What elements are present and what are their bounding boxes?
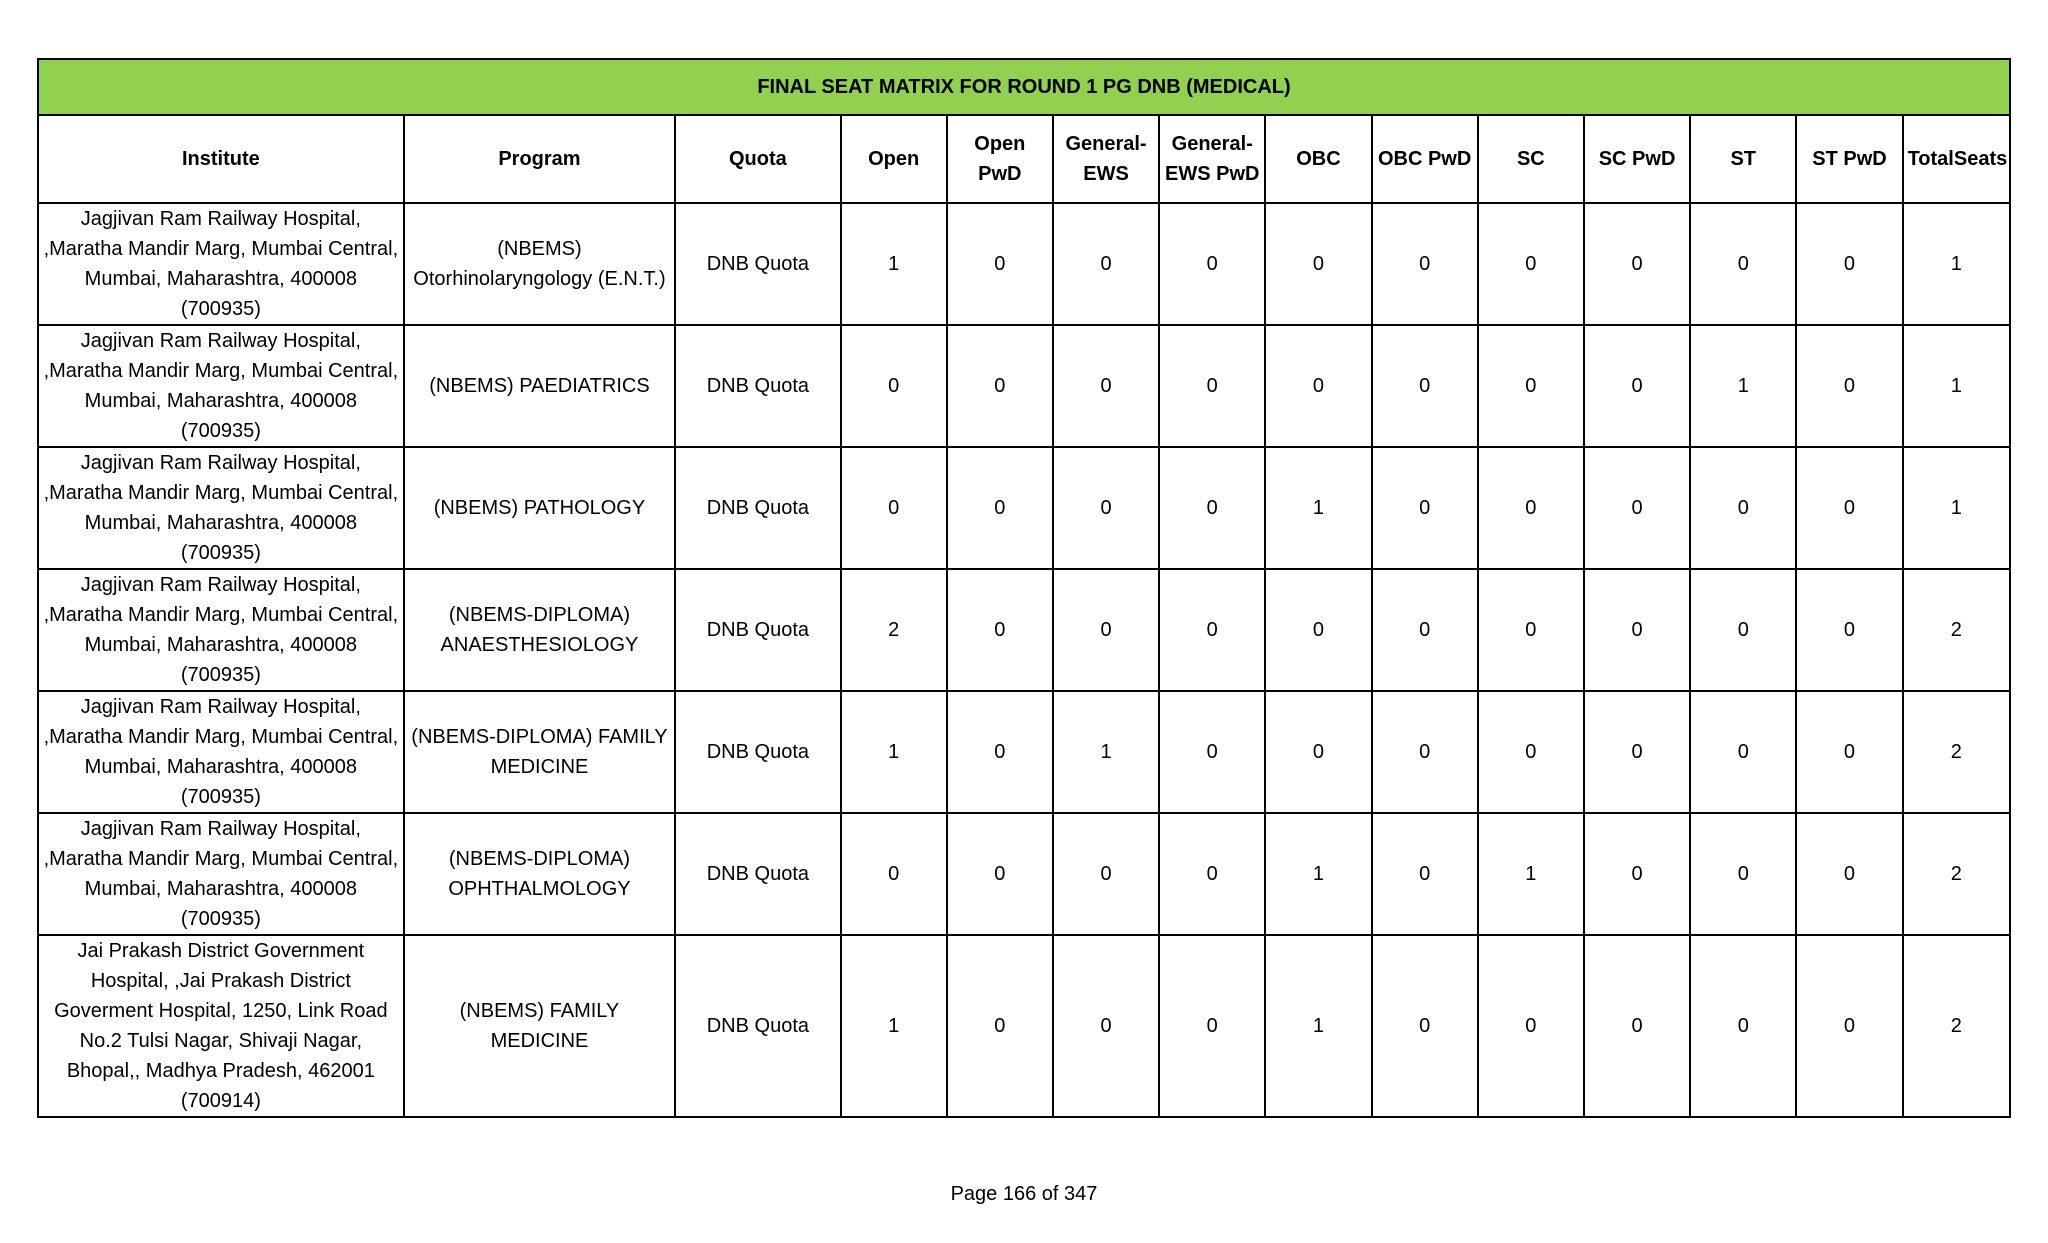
header-open: Open xyxy=(841,115,947,203)
cell-institute: Jagjivan Ram Railway Hospital, ,Maratha Mandir Marg, Mumbai Central, Mumbai, Maharashtra, 400008 (700935) xyxy=(38,325,404,447)
cell-general-ews: 0 xyxy=(1053,813,1159,935)
table-row xyxy=(38,203,2010,325)
header-row xyxy=(38,115,2010,203)
cell-st: 0 xyxy=(1690,935,1796,1117)
cell-quota: DNB Quota xyxy=(675,813,840,935)
cell-general-ews-pwd: 0 xyxy=(1159,691,1265,813)
cell-total-seats: 1 xyxy=(1903,203,2010,325)
cell-st-pwd: 0 xyxy=(1796,569,1902,691)
cell-obc: 0 xyxy=(1265,203,1371,325)
header-st-pwd: ST PwD xyxy=(1796,115,1902,203)
cell-sc-pwd: 0 xyxy=(1584,569,1690,691)
cell-quota: DNB Quota xyxy=(675,691,840,813)
cell-st-pwd: 0 xyxy=(1796,935,1902,1117)
cell-obc: 1 xyxy=(1265,447,1371,569)
cell-open-pwd: 0 xyxy=(947,813,1053,935)
cell-open: 1 xyxy=(841,691,947,813)
cell-quota: DNB Quota xyxy=(675,447,840,569)
cell-general-ews: 0 xyxy=(1053,447,1159,569)
header-total-seats: TotalSeats xyxy=(1903,115,2010,203)
cell-obc: 0 xyxy=(1265,691,1371,813)
cell-general-ews: 0 xyxy=(1053,325,1159,447)
cell-sc-pwd: 0 xyxy=(1584,935,1690,1117)
cell-total-seats: 2 xyxy=(1903,935,2010,1117)
cell-open: 2 xyxy=(841,569,947,691)
cell-st: 0 xyxy=(1690,813,1796,935)
header-obc-pwd: OBC PwD xyxy=(1372,115,1478,203)
header-general-ews: General-EWS xyxy=(1053,115,1159,203)
cell-institute: Jai Prakash District Government Hospital, ,Jai Prakash District Goverment Hospital, 1250, Link Road No.2 Tulsi Nagar, Shivaji Nagar, Bhopal,, Madhya Pradesh, 462001 (700914) xyxy=(38,935,404,1117)
cell-institute: Jagjivan Ram Railway Hospital, ,Maratha Mandir Marg, Mumbai Central, Mumbai, Maharashtra, 400008 (700935) xyxy=(38,203,404,325)
cell-institute: Jagjivan Ram Railway Hospital, ,Maratha Mandir Marg, Mumbai Central, Mumbai, Maharashtra, 400008 (700935) xyxy=(38,691,404,813)
cell-institute: Jagjivan Ram Railway Hospital, ,Maratha Mandir Marg, Mumbai Central, Mumbai, Maharashtra, 400008 (700935) xyxy=(38,569,404,691)
seat-matrix-sheet xyxy=(37,58,2011,1118)
cell-obc-pwd: 0 xyxy=(1372,325,1478,447)
cell-sc-pwd: 0 xyxy=(1584,691,1690,813)
cell-obc-pwd: 0 xyxy=(1372,447,1478,569)
cell-total-seats: 1 xyxy=(1903,447,2010,569)
cell-general-ews-pwd: 0 xyxy=(1159,813,1265,935)
page-number: Page 166 of 347 xyxy=(950,1183,1098,1205)
cell-open-pwd: 0 xyxy=(947,447,1053,569)
cell-total-seats: 2 xyxy=(1903,813,2010,935)
table-row xyxy=(38,691,2010,813)
cell-general-ews-pwd: 0 xyxy=(1159,325,1265,447)
cell-open-pwd: 0 xyxy=(947,203,1053,325)
cell-obc-pwd: 0 xyxy=(1372,691,1478,813)
cell-quota: DNB Quota xyxy=(675,935,840,1117)
header-institute: Institute xyxy=(38,115,404,203)
header-sc: SC xyxy=(1478,115,1584,203)
cell-open: 0 xyxy=(841,813,947,935)
cell-general-ews: 0 xyxy=(1053,203,1159,325)
cell-program: (NBEMS) PAEDIATRICS xyxy=(404,325,676,447)
cell-general-ews: 0 xyxy=(1053,569,1159,691)
cell-st-pwd: 0 xyxy=(1796,203,1902,325)
cell-st: 1 xyxy=(1690,325,1796,447)
cell-st-pwd: 0 xyxy=(1796,447,1902,569)
cell-sc: 0 xyxy=(1478,691,1584,813)
cell-sc: 1 xyxy=(1478,813,1584,935)
cell-sc: 0 xyxy=(1478,325,1584,447)
cell-general-ews: 0 xyxy=(1053,935,1159,1117)
cell-obc: 1 xyxy=(1265,813,1371,935)
header-sc-pwd: SC PwD xyxy=(1584,115,1690,203)
cell-open: 1 xyxy=(841,935,947,1117)
cell-st: 0 xyxy=(1690,203,1796,325)
cell-total-seats: 2 xyxy=(1903,569,2010,691)
cell-open-pwd: 0 xyxy=(947,935,1053,1117)
table-row xyxy=(38,935,2010,1117)
cell-quota: DNB Quota xyxy=(675,203,840,325)
cell-open: 0 xyxy=(841,325,947,447)
cell-obc-pwd: 0 xyxy=(1372,935,1478,1117)
cell-obc-pwd: 0 xyxy=(1372,569,1478,691)
table-row xyxy=(38,325,2010,447)
cell-sc: 0 xyxy=(1478,935,1584,1117)
cell-open-pwd: 0 xyxy=(947,569,1053,691)
cell-st-pwd: 0 xyxy=(1796,813,1902,935)
cell-total-seats: 2 xyxy=(1903,691,2010,813)
cell-open-pwd: 0 xyxy=(947,325,1053,447)
cell-quota: DNB Quota xyxy=(675,325,840,447)
header-st: ST xyxy=(1690,115,1796,203)
cell-st-pwd: 0 xyxy=(1796,691,1902,813)
cell-quota: DNB Quota xyxy=(675,569,840,691)
cell-st: 0 xyxy=(1690,447,1796,569)
cell-sc-pwd: 0 xyxy=(1584,447,1690,569)
cell-st: 0 xyxy=(1690,569,1796,691)
table-row xyxy=(38,813,2010,935)
cell-program: (NBEMS) PATHOLOGY xyxy=(404,447,676,569)
cell-open: 0 xyxy=(841,447,947,569)
cell-obc: 0 xyxy=(1265,569,1371,691)
cell-institute: Jagjivan Ram Railway Hospital, ,Maratha Mandir Marg, Mumbai Central, Mumbai, Maharashtra, 400008 (700935) xyxy=(38,813,404,935)
cell-program: (NBEMS-DIPLOMA) FAMILY MEDICINE xyxy=(404,691,676,813)
cell-sc: 0 xyxy=(1478,569,1584,691)
header-quota: Quota xyxy=(675,115,840,203)
cell-total-seats: 1 xyxy=(1903,325,2010,447)
cell-obc-pwd: 0 xyxy=(1372,203,1478,325)
cell-open-pwd: 0 xyxy=(947,691,1053,813)
seat-matrix-table xyxy=(37,58,2011,1118)
cell-program: (NBEMS-DIPLOMA) ANAESTHESIOLOGY xyxy=(404,569,676,691)
table-row xyxy=(38,447,2010,569)
header-obc: OBC xyxy=(1265,115,1371,203)
cell-general-ews-pwd: 0 xyxy=(1159,935,1265,1117)
cell-program: (NBEMS) FAMILY MEDICINE xyxy=(404,935,676,1117)
cell-general-ews-pwd: 0 xyxy=(1159,569,1265,691)
cell-sc-pwd: 0 xyxy=(1584,813,1690,935)
cell-general-ews: 1 xyxy=(1053,691,1159,813)
cell-program: (NBEMS-DIPLOMA) OPHTHALMOLOGY xyxy=(404,813,676,935)
table-row xyxy=(38,569,2010,691)
table-title: FINAL SEAT MATRIX FOR ROUND 1 PG DNB (MEDICAL) xyxy=(38,59,2010,115)
cell-obc: 0 xyxy=(1265,325,1371,447)
cell-sc: 0 xyxy=(1478,447,1584,569)
header-general-ews-pwd: General-EWS PwD xyxy=(1159,115,1265,203)
cell-open: 1 xyxy=(841,203,947,325)
cell-obc: 1 xyxy=(1265,935,1371,1117)
cell-st-pwd: 0 xyxy=(1796,325,1902,447)
cell-obc-pwd: 0 xyxy=(1372,813,1478,935)
cell-sc-pwd: 0 xyxy=(1584,325,1690,447)
cell-institute: Jagjivan Ram Railway Hospital, ,Maratha Mandir Marg, Mumbai Central, Mumbai, Maharashtra, 400008 (700935) xyxy=(38,447,404,569)
cell-sc: 0 xyxy=(1478,203,1584,325)
header-open-pwd: Open PwD xyxy=(947,115,1053,203)
cell-sc-pwd: 0 xyxy=(1584,203,1690,325)
cell-st: 0 xyxy=(1690,691,1796,813)
cell-program: (NBEMS) Otorhinolaryngology (E.N.T.) xyxy=(404,203,676,325)
cell-general-ews-pwd: 0 xyxy=(1159,203,1265,325)
cell-general-ews-pwd: 0 xyxy=(1159,447,1265,569)
header-program: Program xyxy=(404,115,676,203)
